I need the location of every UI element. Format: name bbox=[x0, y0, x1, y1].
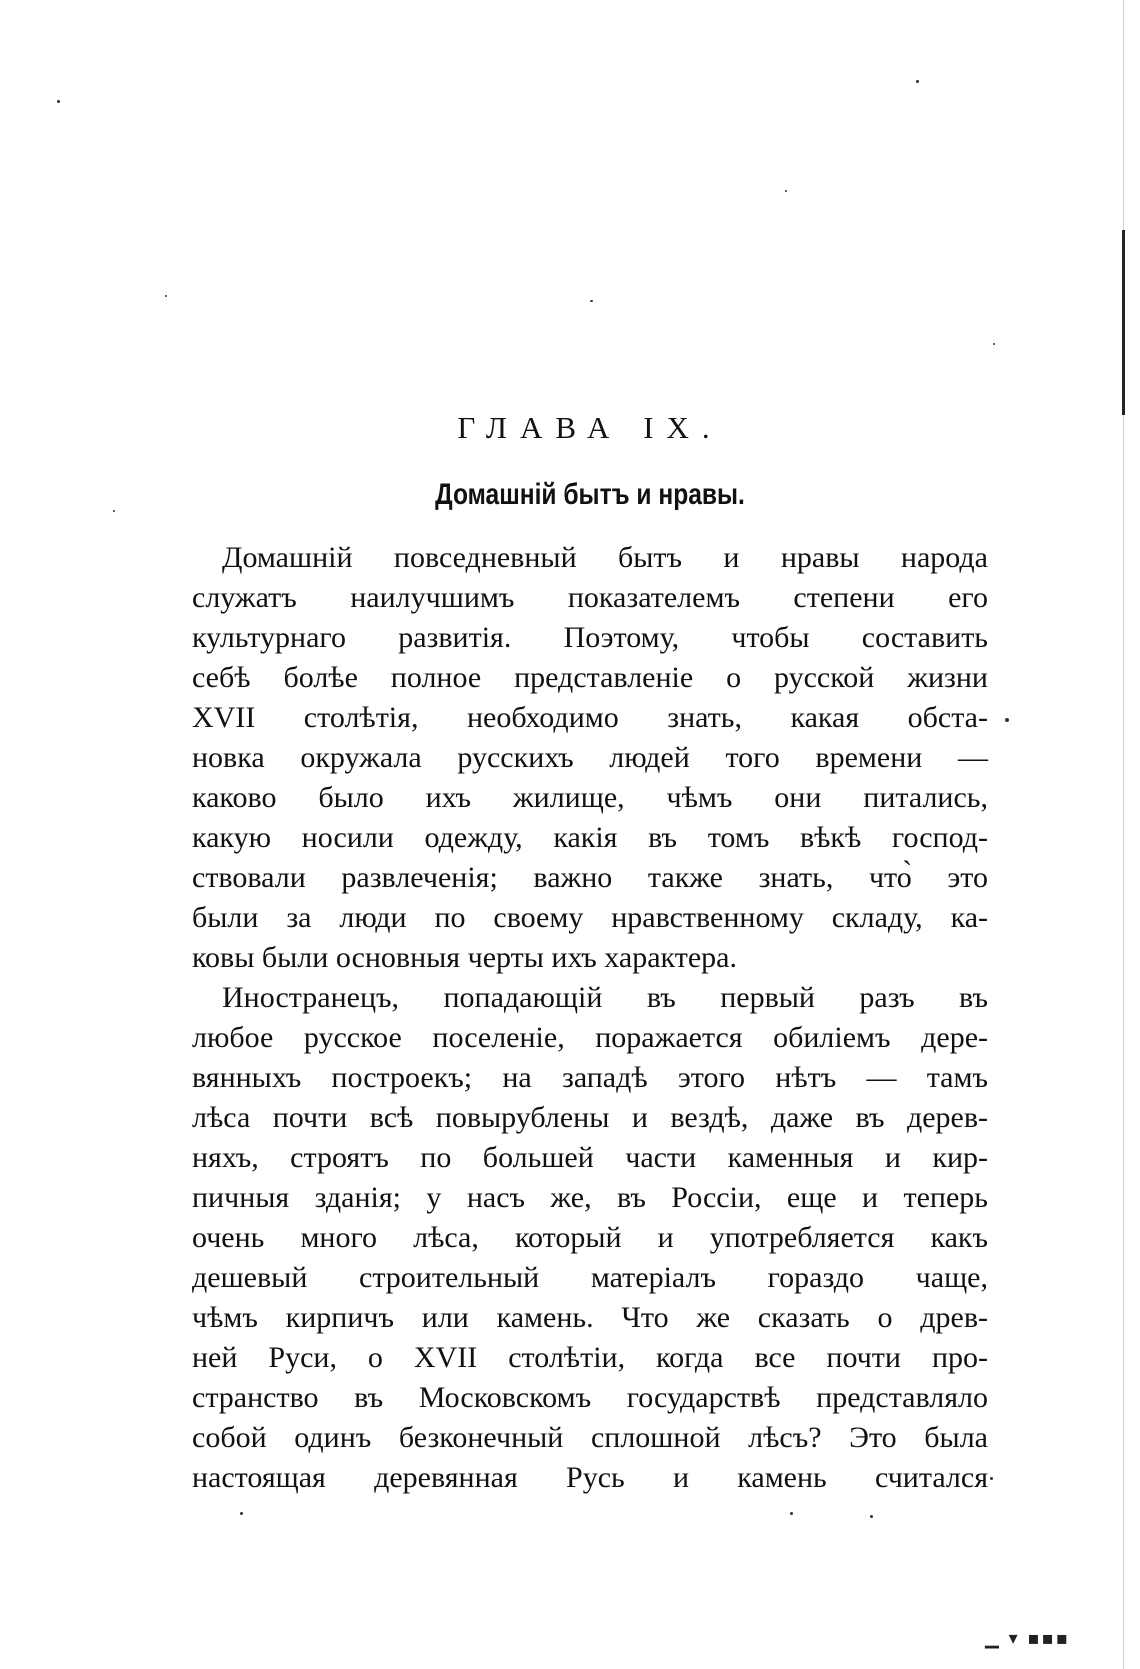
text-line: служатъ наилучшимъ показателемъ степени его bbox=[192, 581, 988, 614]
text-line: себѣ болѣе полное представленіе о русской жизни bbox=[192, 661, 988, 694]
page-edge-shadow bbox=[1122, 230, 1125, 415]
text-line: какую носили одежду, какія въ томъ вѣкѣ господ- bbox=[192, 821, 988, 854]
scan-speck bbox=[57, 100, 60, 103]
text-line: собой одинъ безконечный сплошной лѣсъ? Это была bbox=[192, 1421, 988, 1454]
chapter-title: ГЛАВА IX. bbox=[457, 410, 723, 445]
scan-speck bbox=[590, 300, 593, 302]
scan-speck bbox=[990, 1477, 993, 1480]
text-line: няхъ, строятъ по большей части каменныя и кир- bbox=[192, 1141, 988, 1174]
text-line: дешевый строительный матеріалъ гораздо чаще, bbox=[192, 1261, 988, 1294]
text-line: странство въ Московскомъ государствѣ представляло bbox=[192, 1381, 988, 1414]
scan-speck bbox=[165, 295, 167, 297]
scan-speck bbox=[785, 190, 787, 192]
text-line: новка окружала русскихъ людей того времени — bbox=[192, 741, 988, 774]
scan-speck bbox=[113, 510, 115, 512]
scan-speck bbox=[790, 1512, 793, 1515]
text-line: Домашній повседневный бытъ и нравы народа bbox=[222, 541, 988, 574]
scan-speck bbox=[240, 1512, 243, 1515]
scan-speck bbox=[916, 80, 919, 83]
text-line: XVII столѣтія, необходимо знать, какая обста- bbox=[192, 701, 988, 734]
text-line: каково было ихъ жилище, чѣмъ они питались, bbox=[192, 781, 988, 814]
scan-artifact-mark: ▁ ▾ ▪▪▪ bbox=[985, 1628, 1070, 1649]
text-line: вянныхъ построекъ; на западѣ этого нѣтъ — тамъ bbox=[192, 1061, 988, 1094]
text-line: чѣмъ кирпичъ или камень. Что же сказать о древ- bbox=[192, 1301, 988, 1334]
text-line: лѣса почти всѣ повырублены и вездѣ, даже въ дерев- bbox=[192, 1101, 988, 1134]
text-line: ней Руси, о XVII столѣтіи, когда все почти про- bbox=[192, 1341, 988, 1374]
text-line: были за люди по своему нравственному складу, ка- bbox=[192, 901, 988, 934]
text-line: культурнаго развитія. Поэтому, чтобы составить bbox=[192, 621, 988, 654]
chapter-subtitle: Домашній бытъ и нравы. bbox=[435, 478, 745, 511]
text-line: настоящая деревянная Русь и камень считался bbox=[192, 1461, 988, 1494]
scan-speck bbox=[993, 343, 995, 345]
text-line: любое русское поселеніе, поражается обиліемъ дере- bbox=[192, 1021, 988, 1054]
body-text bbox=[192, 538, 988, 1498]
text-line: Иностранецъ, попадающій въ первый разъ въ bbox=[222, 981, 988, 1014]
text-line: ствовали развлеченія; важно также знать, что̀ это bbox=[192, 861, 988, 894]
text-line: очень много лѣса, который и употребляется какъ bbox=[192, 1221, 988, 1254]
text-line: пичныя зданія; у насъ же, въ Россіи, еще и теперь bbox=[192, 1181, 988, 1214]
scan-speck bbox=[1005, 718, 1009, 722]
text-line: ковы были основныя черты ихъ характера. bbox=[192, 941, 737, 974]
scan-speck bbox=[870, 1515, 873, 1518]
